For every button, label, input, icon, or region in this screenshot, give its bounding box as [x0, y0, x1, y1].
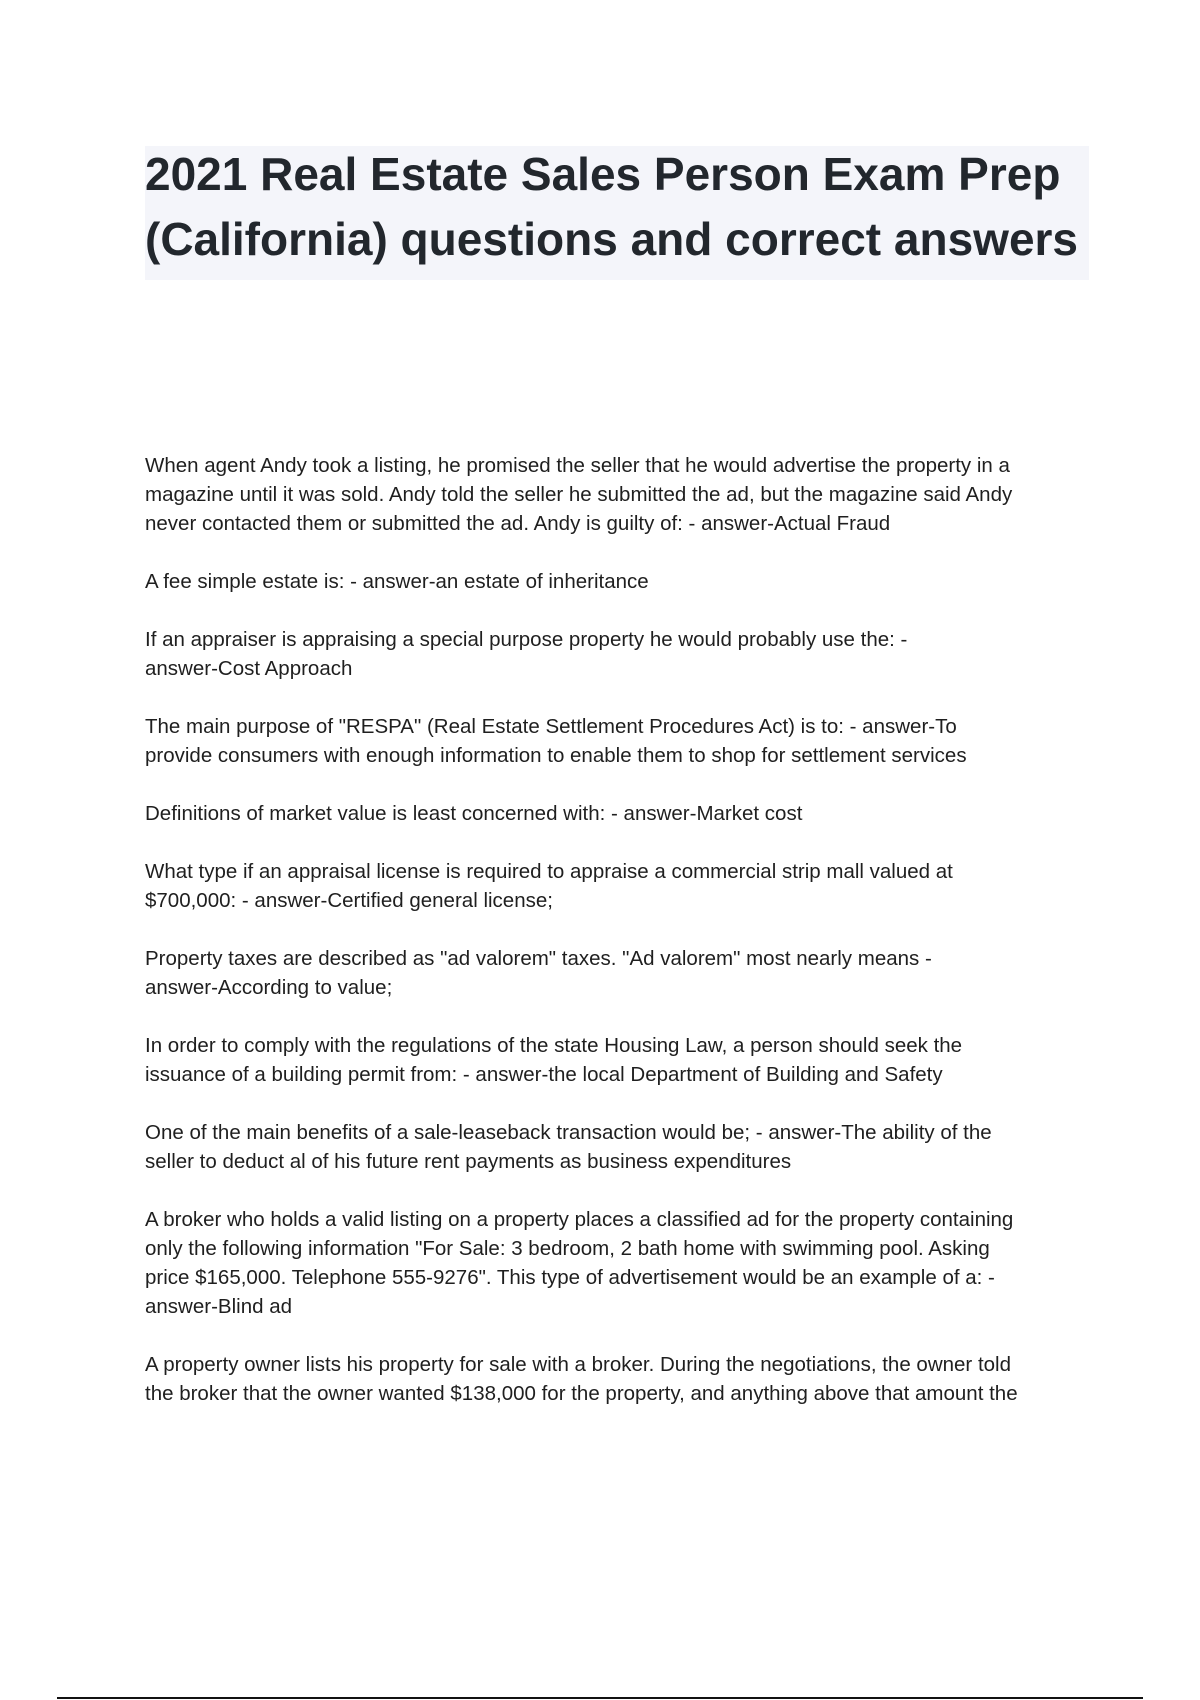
document-title-block [145, 146, 1089, 280]
qa-text-line: A broker who holds a valid listing on a property places a classified ad for the property containing [145, 1208, 1014, 1231]
qa-text-line: answer-Blind ad [145, 1295, 292, 1318]
qa-item-cost-approach [145, 625, 1095, 683]
qa-text-line: Property taxes are described as "ad valorem" taxes. "Ad valorem" most nearly means - [145, 947, 932, 970]
qa-text-line: Definitions of market value is least concerned with: - answer-Market cost [145, 802, 803, 825]
qa-item-building-permit [145, 1031, 1095, 1089]
qa-text-line: provide consumers with enough information to enable them to shop for settlement services [145, 744, 967, 767]
qa-text-line: magazine until it was sold. Andy told the seller he submitted the ad, but the magazine said Andy [145, 483, 1013, 506]
qa-item-ad-valorem [145, 944, 1095, 1002]
qa-text-line: answer-According to value; [145, 976, 393, 999]
qa-text-line: issuance of a building permit from: - answer-the local Department of Building and Safety [145, 1063, 943, 1086]
qa-text-line: price $165,000. Telephone 555-9276". This type of advertisement would be an example of a: - [145, 1266, 995, 1289]
document-title-line-1: 2021 Real Estate Sales Person Exam Prep [145, 148, 1061, 200]
qa-text-line: A property owner lists his property for sale with a broker. During the negotiations, the owner told [145, 1353, 1012, 1376]
qa-text-line: never contacted them or submitted the ad. Andy is guilty of: - answer-Actual Fraud [145, 512, 891, 535]
qa-text-line: only the following information "For Sale: 3 bedroom, 2 bath home with swimming pool. Asking [145, 1237, 990, 1260]
qa-item-blind-ad [145, 1205, 1095, 1321]
qa-text-line: When agent Andy took a listing, he promised the seller that he would advertise the property in a [145, 454, 1010, 477]
qa-item-respa [145, 712, 1095, 770]
qa-text-line: seller to deduct al of his future rent payments as business expenditures [145, 1150, 792, 1173]
qa-item-market-value [145, 799, 1095, 828]
qa-text-line: If an appraiser is appraising a special purpose property he would probably use the: - [145, 628, 908, 651]
qa-text-line: answer-Cost Approach [145, 657, 353, 680]
qa-text-line: A fee simple estate is: - answer-an estate of inheritance [145, 570, 649, 593]
qa-text-line: $700,000: - answer-Certified general license; [145, 889, 553, 912]
qa-item-appraisal-license [145, 857, 1095, 915]
document-title-line-2: (California) questions and correct answers [145, 213, 1079, 265]
qa-text-line: In order to comply with the regulations of the state Housing Law, a person should seek the [145, 1034, 963, 1057]
question-answer-list [145, 451, 1095, 1437]
qa-item-actual-fraud [145, 451, 1095, 538]
qa-item-property-owner [145, 1350, 1095, 1408]
page-bottom-divider [57, 1697, 1143, 1699]
qa-item-sale-leaseback [145, 1118, 1095, 1176]
qa-text-line: the broker that the owner wanted $138,000 for the property, and anything above that amount the [145, 1382, 1018, 1405]
qa-text-line: What type if an appraisal license is required to appraise a commercial strip mall valued at [145, 860, 953, 883]
qa-text-line: The main purpose of "RESPA" (Real Estate Settlement Procedures Act) is to: - answer-To [145, 715, 957, 738]
qa-item-fee-simple [145, 567, 1095, 596]
qa-text-line: One of the main benefits of a sale-leaseback transaction would be; - answer-The ability of the [145, 1121, 992, 1144]
